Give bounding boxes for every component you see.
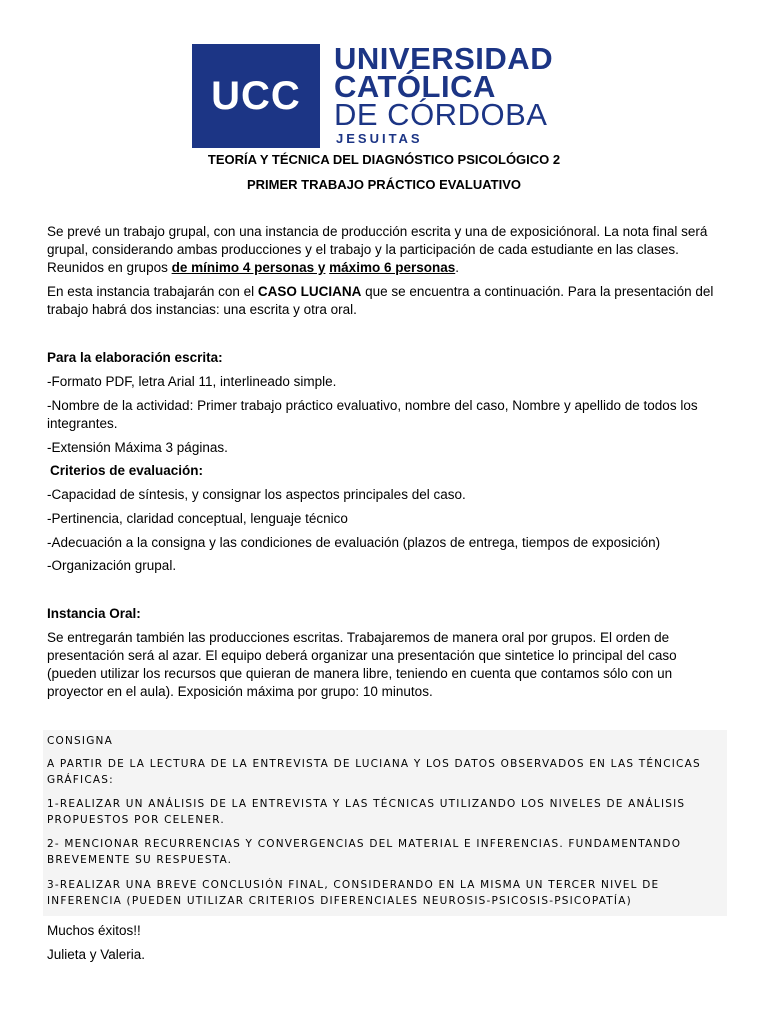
logo-badge — [192, 44, 320, 148]
intro-2-a: En esta instancia trabajarán con el — [47, 284, 258, 299]
consigna-item: 3-REALIZAR UNA BREVE CONCLUSIÓN FINAL, CONSIDERANDO EN LA MISMA UN TERCER NIVEL DE INFERENCIA (PUEDEN UTILIZAR CRITERIOS DIFERENCIALES NEUROSIS-PSICOSIS-PSICOPATÍA) — [47, 879, 660, 907]
consigna-box — [43, 730, 727, 916]
written-heading: Para la elaboración escrita: — [47, 350, 223, 365]
logo-line-3: DE CÓRDOBA — [334, 97, 548, 132]
logo-abbr: UCC — [211, 73, 301, 118]
criteria-item: -Organización grupal. — [47, 558, 177, 573]
consigna-item: 2- MENCIONAR RECURRENCIAS Y CONVERGENCIAS DEL MATERIAL E INFERENCIAS. FUNDAMENTANDO BREVEMENTE SU RESPUESTA. — [47, 838, 682, 866]
logo-line-2: CATÓLICA — [334, 69, 496, 104]
criteria-item: -Adecuación a la consigna y las condiciones de evaluación (plazos de entrega, tiempos de exposición) — [47, 535, 661, 550]
logo-line-4: JESUITAS — [336, 131, 423, 146]
written-item: -Extensión Máxima 3 páginas. — [47, 440, 228, 455]
consigna-item: 1-REALIZAR UN ANÁLISIS DE LA ENTREVISTA Y LAS TÉCNICAS UTILIZANDO LOS NIVELES DE ANÁLISIS PROPUESTOS POR CELENER. — [47, 798, 686, 826]
university-logo — [192, 41, 582, 148]
consigna-intro: A PARTIR DE LA LECTURA DE LA ENTREVISTA DE LUCIANA Y LOS DATOS OBSERVADOS EN LAS TÉNCICAS GRÁFICAS: — [47, 758, 701, 786]
written-item: -Nombre de la actividad: Primer trabajo práctico evaluativo, nombre del caso, Nombre y apellido de todos los integrantes. — [47, 398, 698, 431]
oral-heading: Instancia Oral: — [47, 606, 141, 621]
oral-text: Se entregarán también las producciones escritas. Trabajaremos de manera oral por grupos. El orden de presentación será al azar. El equipo deberá organizar una presentación que sintetice lo principal del caso (pueden utilizar los recursos que quieran de manera libre, teniendo en cuenta que contamos sólo con un proyector en el aula). Exposición máxima por grupo: 10 minutos. — [47, 630, 677, 699]
closing-signature: Julieta y Valeria. — [47, 947, 146, 962]
assignment-title: PRIMER TRABAJO PRÁCTICO EVALUATIVO — [247, 177, 521, 192]
intro-end: . — [455, 260, 459, 275]
consigna-title: CONSIGNA — [47, 735, 113, 747]
intro-paragraph-1 — [47, 223, 727, 277]
min-group-size: de mínimo 4 personas y — [171, 260, 326, 275]
intro-text: Se prevé un trabajo grupal, con una instancia de producción escrita y una de exposiciónoral. La nota final será grupal, considerando ambas producciones y el trabajo y la participación de cada estudiante en las clases. Reunidos en grupos — [47, 224, 708, 275]
criteria-item: -Capacidad de síntesis, y consignar los aspectos principales del caso. — [47, 487, 466, 502]
intro-paragraph-2 — [47, 283, 727, 319]
criteria-item: -Pertinencia, claridad conceptual, lenguaje técnico — [47, 511, 348, 526]
written-item: -Formato PDF, letra Arial 11, interlineado simple. — [47, 374, 337, 389]
criteria-heading: Criterios de evaluación: — [50, 463, 204, 478]
intro-2-b: que se encuentra a continuación. Para la presentación del trabajo habrá dos instancias: una escrita y otra oral. — [47, 284, 714, 317]
case-name: CASO LUCIANA — [257, 284, 362, 299]
max-group-size: máximo 6 personas — [329, 260, 456, 275]
closing-wishes: Muchos éxitos!! — [47, 923, 141, 938]
course-title: TEORÍA Y TÉCNICA DEL DIAGNÓSTICO PSICOLÓGICO 2 — [207, 152, 561, 167]
logo-line-1: UNIVERSIDAD — [334, 41, 554, 76]
